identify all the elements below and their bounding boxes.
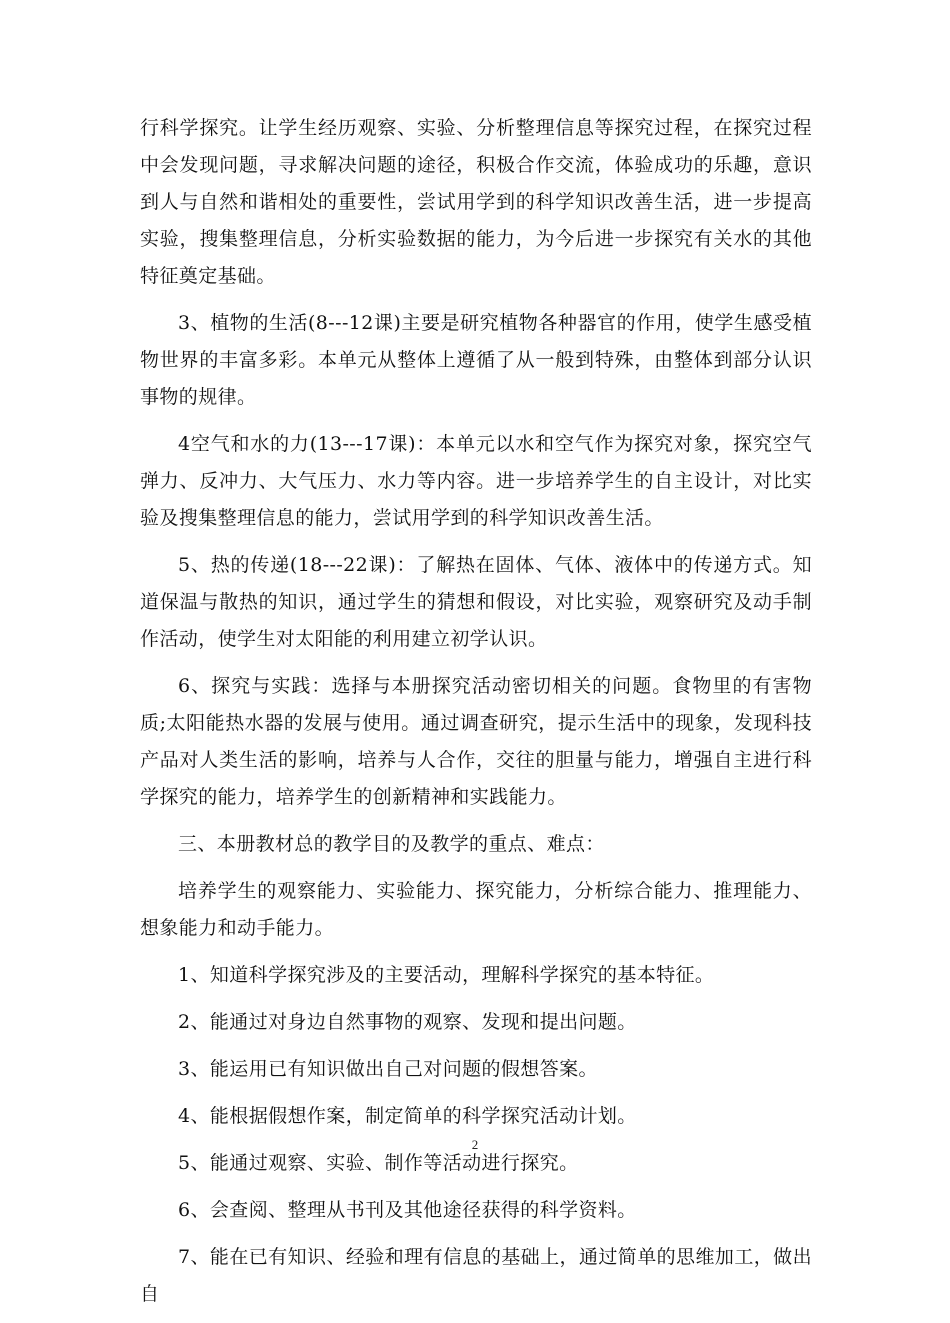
paragraph-ability-goals: 培养学生的观察能力、实验能力、探究能力，分析综合能力、推理能力、想象能力和动手能力。	[140, 880, 812, 939]
list-item-goal-3: 3、能运用已有知识做出自己对问题的假想答案。	[178, 1058, 598, 1080]
list-item-goal-4: 4、能根据假想作案，制定简单的科学探究活动计划。	[178, 1105, 637, 1127]
list-item-goal-2: 2、能通过对身边自然事物的观察、发现和提出问题。	[178, 1011, 637, 1033]
page-number: 2	[471, 1137, 479, 1152]
paragraph-unit-4-air-water-force: 4空气和水的力(13---17课)：本单元以水和空气作为探究对象，探究空气弹力、反冲力、大气压力、水力等内容。进一步培养学生的自主设计，对比实验及搜集整理信息的能力，尝试用学到的科学知识改善生活。	[140, 433, 812, 529]
section-heading-teaching-goals: 三、本册教材总的教学目的及教学的重点、难点：	[178, 833, 605, 855]
paragraph-unit-6-inquiry-practice: 6、探究与实践：选择与本册探究活动密切相关的问题。食物里的有害物质;太阳能热水器的发展与使用。通过调查研究，提示生活中的现象，发现科技产品对人类生活的影响，培养与人合作，交往的胆量与能力，增强自主进行科学探究的能力，培养学生的创新精神和实践能力。	[140, 675, 812, 808]
paragraph-unit-3-plant-life: 3、植物的生活(8---12课)主要是研究植物各种器官的作用，使学生感受植物世界的丰富多彩。本单元从整体上遵循了从一般到特殊，由整体到部分认识事物的规律。	[140, 312, 812, 408]
list-item-goal-5: 5、能通过观察、实验、制作等活动进行探究。	[178, 1152, 579, 1174]
list-item-goal-6: 6、会查阅、整理从书刊及其他途径获得的科学资料。	[178, 1199, 637, 1221]
list-item-goal-7: 7、能在已有知识、经验和理有信息的基础上，通过简单的思维加工，做出自	[140, 1246, 812, 1305]
list-item-goal-1: 1、知道科学探究涉及的主要活动，理解科学探究的基本特征。	[178, 964, 715, 986]
paragraph-unit-5-heat-transfer: 5、热的传递(18---22课)：了解热在固体、气体、液体中的传递方式。知道保温与散热的知识，通过学生的猜想和假设，对比实验，观察研究及动手制作活动，使学生对太阳能的利用建立初学认识。	[140, 554, 812, 650]
paragraph-continuation: 行科学探究。让学生经历观察、实验、分析整理信息等探究过程，在探究过程中会发现问题，寻求解决问题的途径，积极合作交流，体验成功的乐趣，意识到人与自然和谐相处的重要性，尝试用学到的科学知识改善生活，进一步提高实验，搜集整理信息，分析实验数据的能力，为今后进一步探究有关水的其他特征奠定基础。	[140, 117, 812, 287]
